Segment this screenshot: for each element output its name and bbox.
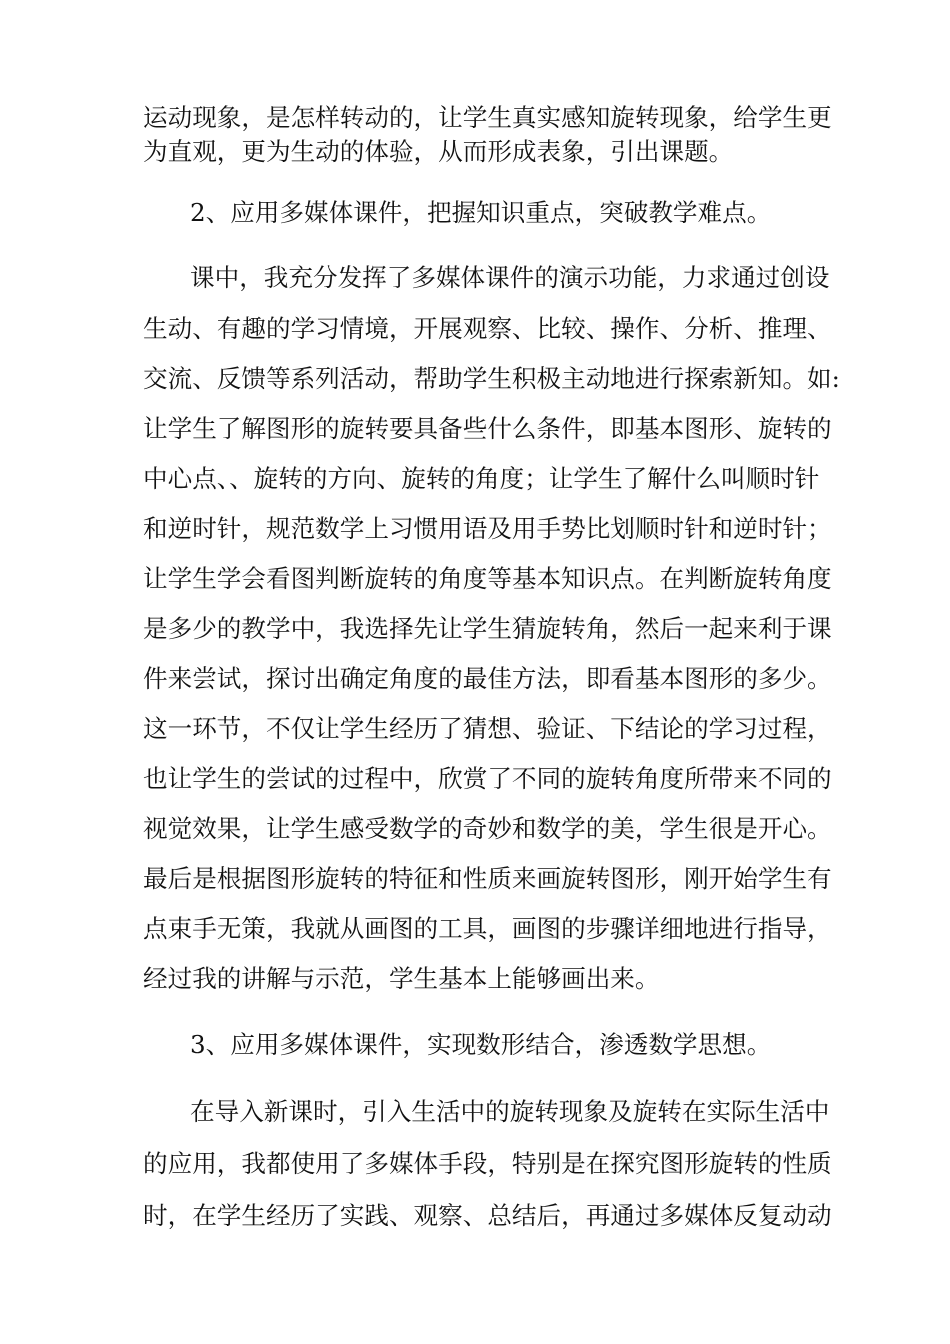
text-line: 件来尝试，探讨出确定角度的最佳方法，即看基本图形的多少。: [143, 664, 832, 693]
text-line: 时，在学生经历了实践、观察、总结后，再通过多媒体反复动动: [143, 1201, 832, 1230]
text-line: 课中，我充分发挥了多媒体课件的演示功能，力求通过创设: [190, 263, 830, 292]
text-line: 让学生学会看图判断旋转的角度等基本知识点。在判断旋转角度: [143, 564, 832, 593]
text-line: 在导入新课时，引入生活中的旋转现象及旋转在实际生活中: [190, 1097, 830, 1126]
text-line: 视觉效果，让学生感受数学的奇妙和数学的美，学生很是开心。: [143, 814, 832, 843]
text-line: 是多少的教学中，我选择先让学生猜旋转角，然后一起来利于课: [143, 614, 832, 643]
text-line: 运动现象，是怎样转动的，让学生真实感知旋转现象，给学生更: [143, 103, 832, 132]
text-line: 和逆时针，规范数学上习惯用语及用手势比划顺时针和逆时针；: [143, 514, 832, 543]
text-line: 经过我的讲解与示范，学生基本上能够画出来。: [143, 964, 660, 993]
text-line: 的应用，我都使用了多媒体手段，特别是在探究图形旋转的性质: [143, 1149, 832, 1178]
section-heading: 2、应用多媒体课件，把握知识重点，突破教学难点。: [190, 198, 772, 227]
text-line: 点束手无策，我就从画图的工具，画图的步骤详细地进行指导，: [143, 914, 832, 943]
text-line: 生动、有趣的学习情境，开展观察、比较、操作、分析、推理、: [143, 314, 832, 343]
text-line: 这一环节，不仅让学生经历了猜想、验证、下结论的学习过程，: [143, 714, 832, 743]
text-line: 为直观，更为生动的体验，从而形成表象，引出课题。: [143, 137, 734, 166]
text-line: 也让学生的尝试的过程中，欣赏了不同的旋转角度所带来不同的: [143, 764, 832, 793]
text-line: 中心点、、旋转的方向、旋转的角度；让学生了解什么叫顺时针: [143, 464, 820, 493]
text-line: 交流、反馈等系列活动，帮助学生积极主动地进行探索新知。如:: [143, 364, 840, 393]
section-heading: 3、应用多媒体课件，实现数形结合，渗透数学思想。: [190, 1030, 772, 1059]
text-line: 最后是根据图形旋转的特征和性质来画旋转图形，刚开始学生有: [143, 864, 832, 893]
text-line: 让学生了解图形的旋转要具备些什么条件，即基本图形、旋转的: [143, 414, 832, 443]
